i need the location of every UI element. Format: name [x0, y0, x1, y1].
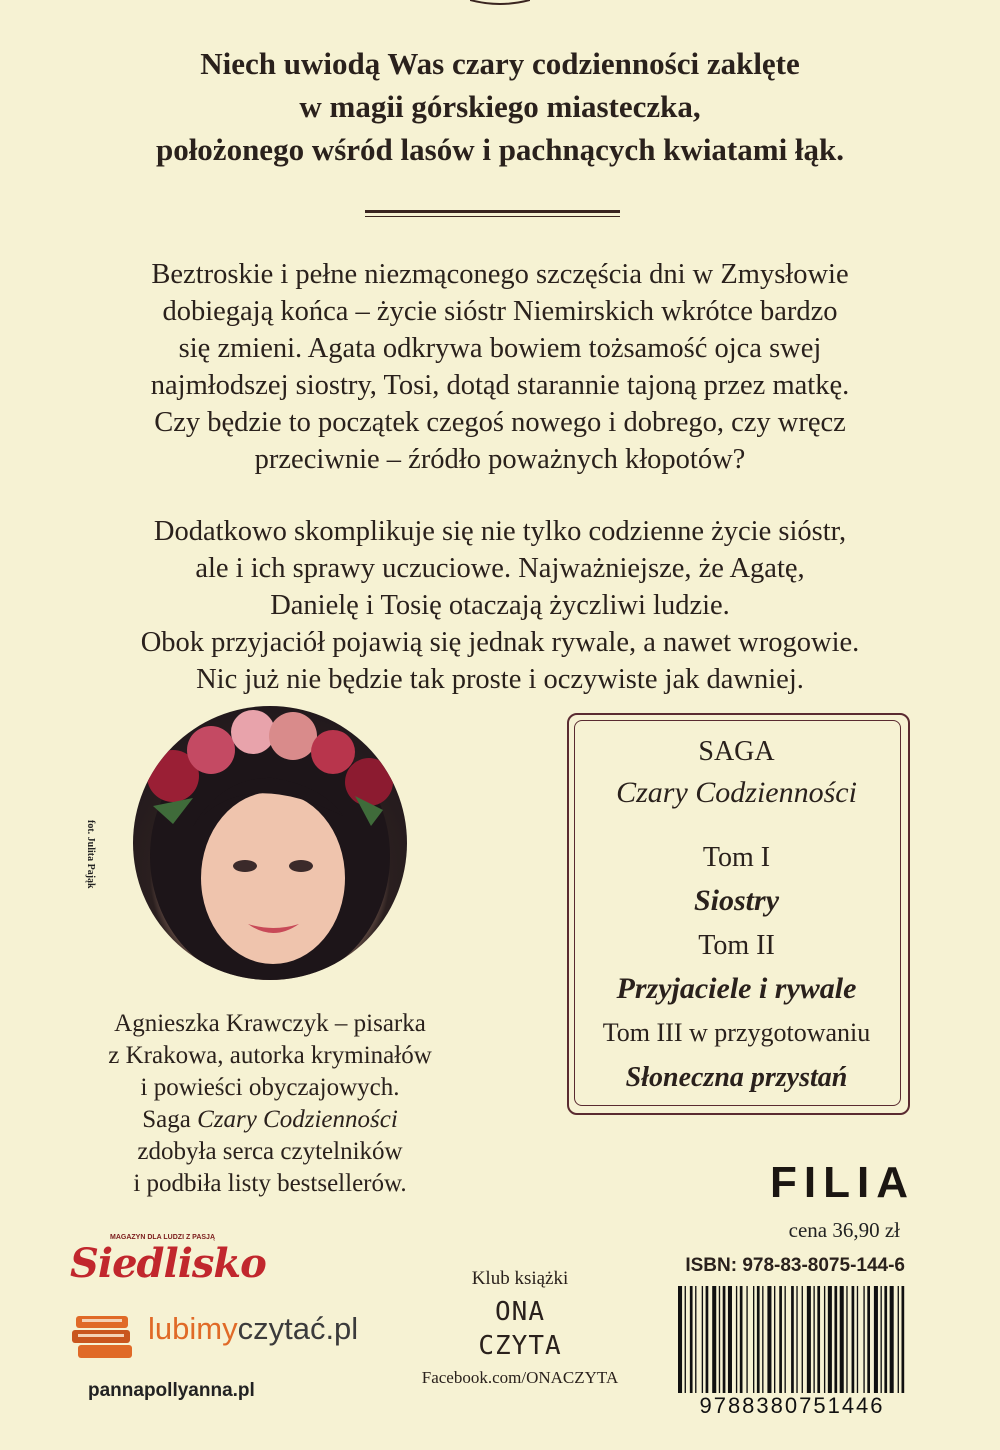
siedlisko-tagline: MAGAZYN DLA LUDZI Z PASJĄ	[110, 1234, 215, 1241]
bio-line: z Krakowa, autorka kryminałów	[108, 1042, 432, 1069]
text-line: Beztroskie i pełne niezmąconego szczęścia dni w Zmysłowie	[151, 259, 849, 290]
text-line: się zmieni. Agata odkrywa bowiem tożsamość ojca swej	[178, 333, 822, 364]
description-paragraph-2	[40, 513, 960, 698]
lubimyczytac-logo	[148, 1311, 358, 1347]
price: cena 36,90 zł	[788, 1218, 900, 1242]
tagline-line: w magii górskiego miasteczka,	[299, 89, 701, 124]
tagline	[60, 42, 940, 171]
text-line: Nic już nie będzie tak proste i oczywiste jak dawniej.	[196, 664, 804, 695]
text-line: ale i ich sprawy uczuciowe. Najważniejsze, że Agatę,	[195, 553, 805, 584]
bio-line: i podbiła listy bestsellerów.	[133, 1170, 407, 1197]
onaczyta-line: ONA	[495, 1297, 545, 1327]
volume-title: Przyjaciele i rywale	[616, 972, 857, 1005]
book-club-label: Klub książki	[471, 1268, 569, 1289]
text-line: najmłodszej siostry, Tosi, dotąd starannie tajoną przez matkę.	[150, 370, 850, 401]
facebook-url: Facebook.com/ONACZYTA	[421, 1368, 619, 1387]
isbn: ISBN: 978-83-8075-144-6	[685, 1255, 905, 1276]
onaczyta-logo	[420, 1295, 620, 1363]
bio-line: i powieści obyczajowych.	[140, 1074, 400, 1101]
bio-line: Agnieszka Krawczyk – pisarka	[114, 1010, 426, 1037]
siedlisko-logo: Siedlisko	[70, 1240, 266, 1287]
text-line: Danielę i Tosię otaczają życzliwi ludzie.	[270, 590, 730, 621]
pannapollyanna-url: pannapollyanna.pl	[88, 1380, 255, 1401]
text-line: Dodatkowo skomplikuje się nie tylko codzienne życie sióstr,	[153, 516, 847, 547]
photo-credit: fot. Julita Pająk	[85, 820, 96, 889]
onaczyta-line: CZYTA	[478, 1331, 562, 1361]
bio-line	[60, 1104, 480, 1136]
divider-thin	[365, 216, 620, 217]
volume-title: Siostry	[693, 884, 780, 917]
text-line: dobiegają końca – życie sióstr Niemirskich wkrótce bardzo	[162, 296, 838, 327]
author-bio	[60, 1008, 480, 1200]
publisher-logo: FILIA	[770, 1158, 915, 1207]
volume-number: Tom III w przygotowaniu	[602, 1018, 871, 1047]
series-name: Czary Codzienności	[197, 1106, 398, 1133]
author-photo	[133, 706, 407, 980]
lubimy-text: lubimy	[148, 1311, 238, 1346]
description-paragraph-1	[40, 256, 960, 478]
bio-text: Saga	[142, 1106, 198, 1133]
author-portrait-illustration	[133, 706, 407, 980]
text-line: Obok przyjaciół pojawią się jednak rywale, a nawet wrogowie.	[140, 627, 860, 658]
bio-line: zdobyła serca czytelników	[137, 1138, 403, 1165]
text-line: przeciwnie – źródło poważnych kłopotów?	[254, 444, 746, 475]
volume-number: Tom II	[698, 930, 775, 961]
saga-label: SAGA	[698, 736, 775, 767]
divider-thick	[365, 210, 620, 213]
volume-title: Słoneczna przystań	[625, 1062, 848, 1093]
top-ornament	[470, 0, 530, 6]
text-line: Czy będzie to początek czegoś nowego i dobrego, czy wręcz	[154, 407, 846, 438]
saga-series-name: Czary Codzienności	[616, 776, 857, 809]
tagline-line: położonego wśród lasów i pachnących kwiatami łąk.	[155, 132, 845, 167]
czytac-text: czytać.pl	[237, 1311, 359, 1346]
book-stack-icon	[72, 1314, 134, 1360]
tagline-line: Niech uwiodą Was czary codzienności zaklęte	[200, 46, 800, 81]
barcode-number: 9788380751446	[676, 1393, 908, 1419]
volume-number: Tom I	[702, 842, 771, 873]
